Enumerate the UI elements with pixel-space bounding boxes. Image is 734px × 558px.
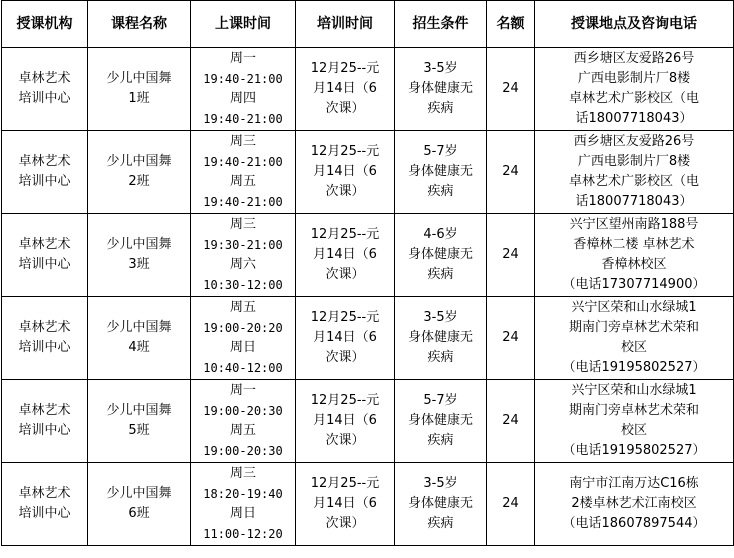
cell-course-line: 3班 xyxy=(128,257,150,272)
cell-org-line: 培训中心 xyxy=(18,257,71,272)
cell-training-period-line: 月14日（6 xyxy=(313,247,377,262)
cell-org-line: 培训中心 xyxy=(18,506,71,521)
cell-course-line: 少儿中国舞 xyxy=(106,71,172,86)
cell-requirement-line: 身体健康无 xyxy=(407,413,473,428)
cell-requirement-line: 疾病 xyxy=(427,350,454,365)
cell-requirement-line: 身体健康无 xyxy=(407,164,473,179)
cell-location-line: 兴宁区荣和山水绿城1 xyxy=(571,300,697,315)
cell-course-line: 少儿中国舞 xyxy=(106,403,172,418)
cell-class-time-line: 周一 xyxy=(229,51,256,66)
cell-location-line: 话18007718043） xyxy=(575,111,693,126)
table-row xyxy=(2,131,734,214)
cell-course-line: 6班 xyxy=(128,506,150,521)
cell-requirement-line: 疾病 xyxy=(427,516,454,531)
cell-location-line: 南宁市江南万达C16栋 xyxy=(569,476,699,491)
cell-class-time-line: 周六 xyxy=(229,257,256,272)
cell-course xyxy=(88,463,191,546)
cell-requirement-line: 3-5岁 xyxy=(423,61,458,76)
cell-training-period-line: 12月25--元 xyxy=(310,227,380,242)
cell-class-time-line: 周四 xyxy=(229,91,256,106)
cell-org-line: 卓林艺术 xyxy=(18,71,71,86)
cell-quota: 24 xyxy=(487,48,535,131)
cell-requirement-line: 疾病 xyxy=(427,267,454,282)
cell-org xyxy=(2,297,88,380)
cell-org-line: 卓林艺术 xyxy=(18,237,71,252)
table-row xyxy=(2,214,734,297)
cell-requirement xyxy=(395,463,487,546)
cell-training-period xyxy=(296,48,395,131)
course-schedule-table xyxy=(1,0,734,546)
cell-training-period-line: 月14日（6 xyxy=(313,81,377,96)
cell-class-time-line: 19:40-21:00 xyxy=(203,72,283,86)
cell-class-time xyxy=(191,48,296,131)
header-quota: 名额 xyxy=(487,1,535,48)
cell-course-line: 少儿中国舞 xyxy=(106,154,172,169)
cell-class-time-line: 10:40-12:00 xyxy=(203,361,283,375)
cell-location xyxy=(535,131,734,214)
cell-requirement xyxy=(395,214,487,297)
cell-org xyxy=(2,463,88,546)
header-org: 授课机构 xyxy=(2,1,88,48)
cell-requirement-line: 5-7岁 xyxy=(423,144,458,159)
header-class-time: 上课时间 xyxy=(191,1,296,48)
cell-course-line: 1班 xyxy=(128,91,150,106)
cell-class-time xyxy=(191,214,296,297)
table-row xyxy=(2,463,734,546)
cell-class-time xyxy=(191,131,296,214)
cell-class-time xyxy=(191,463,296,546)
cell-requirement xyxy=(395,131,487,214)
cell-location-line: 兴宁区荣和山水绿城1 xyxy=(571,383,697,398)
cell-training-period xyxy=(296,297,395,380)
cell-location-line: 西乡塘区友爱路26号 xyxy=(573,51,695,66)
cell-requirement-line: 4-6岁 xyxy=(423,227,458,242)
cell-training-period-line: 月14日（6 xyxy=(313,413,377,428)
cell-course xyxy=(88,297,191,380)
cell-training-period-line: 12月25--元 xyxy=(310,144,380,159)
cell-location-line: 香樟林二楼 卓林艺术 xyxy=(573,237,695,252)
cell-quota: 24 xyxy=(487,297,535,380)
cell-training-period xyxy=(296,131,395,214)
cell-requirement-line: 3-5岁 xyxy=(423,476,458,491)
cell-org-line: 卓林艺术 xyxy=(18,403,71,418)
cell-class-time xyxy=(191,380,296,463)
cell-requirement-line: 身体健康无 xyxy=(407,81,473,96)
cell-location-line: 广西电影制片厂8楼 xyxy=(577,154,691,169)
cell-location-line: 话18007718043） xyxy=(575,194,693,209)
cell-org-line: 卓林艺术 xyxy=(18,320,71,335)
cell-location-line: 期南门旁卓林艺术荣和 xyxy=(568,403,699,418)
cell-course-line: 2班 xyxy=(128,174,150,189)
cell-requirement-line: 身体健康无 xyxy=(407,247,473,262)
header-course: 课程名称 xyxy=(88,1,191,48)
cell-requirement-line: 疾病 xyxy=(427,184,454,199)
cell-training-period-line: 月14日（6 xyxy=(313,330,377,345)
table-body xyxy=(2,48,734,546)
cell-training-period-line: 次课） xyxy=(325,350,365,365)
cell-training-period xyxy=(296,214,395,297)
cell-training-period-line: 次课） xyxy=(325,101,365,116)
cell-class-time-line: 19:40-21:00 xyxy=(203,195,283,209)
cell-location xyxy=(535,214,734,297)
cell-class-time-line: 11:00-12:20 xyxy=(203,527,283,541)
cell-class-time-line: 周三 xyxy=(229,466,256,481)
cell-requirement-line: 5-7岁 xyxy=(423,393,458,408)
cell-location-line: （电话19195802527） xyxy=(562,360,706,375)
cell-requirement-line: 疾病 xyxy=(427,101,454,116)
cell-course-line: 少儿中国舞 xyxy=(106,320,172,335)
cell-training-period-line: 12月25--元 xyxy=(310,476,380,491)
cell-org-line: 培训中心 xyxy=(18,423,71,438)
cell-class-time-line: 周三 xyxy=(229,134,256,149)
cell-location-line: （电话19195802527） xyxy=(562,443,706,458)
cell-org-line: 卓林艺术 xyxy=(18,486,71,501)
cell-class-time-line: 19:40-21:00 xyxy=(203,112,283,126)
cell-class-time-line: 19:00-20:30 xyxy=(203,444,283,458)
cell-class-time xyxy=(191,297,296,380)
cell-class-time-line: 周五 xyxy=(229,300,256,315)
cell-course-line: 少儿中国舞 xyxy=(106,237,172,252)
cell-class-time-line: 周日 xyxy=(229,340,256,355)
cell-location-line: 2楼卓林艺术江南校区 xyxy=(571,496,697,511)
cell-class-time-line: 周五 xyxy=(229,423,256,438)
cell-requirement-line: 身体健康无 xyxy=(407,496,473,511)
cell-location-line: 卓林艺术广影校区（电 xyxy=(568,91,699,106)
cell-course xyxy=(88,48,191,131)
cell-location-line: 西乡塘区友爱路26号 xyxy=(573,134,695,149)
cell-training-period-line: 次课） xyxy=(325,516,365,531)
header-location: 授课地点及咨询电话 xyxy=(535,1,734,48)
cell-org-line: 卓林艺术 xyxy=(18,154,71,169)
cell-class-time-line: 18:20-19:40 xyxy=(203,487,283,501)
cell-location-line: （电话18607897544） xyxy=(562,516,706,531)
cell-quota: 24 xyxy=(487,380,535,463)
cell-location-line: 卓林艺术广影校区（电 xyxy=(568,174,699,189)
cell-course xyxy=(88,131,191,214)
cell-class-time-line: 周一 xyxy=(229,383,256,398)
cell-course-line: 5班 xyxy=(128,423,150,438)
cell-training-period-line: 次课） xyxy=(325,267,365,282)
cell-training-period xyxy=(296,380,395,463)
cell-location xyxy=(535,297,734,380)
cell-requirement-line: 3-5岁 xyxy=(423,310,458,325)
header-requirement: 招生条件 xyxy=(395,1,487,48)
cell-org xyxy=(2,214,88,297)
cell-org-line: 培训中心 xyxy=(18,91,71,106)
cell-location-line: 兴宁区望州南路188号 xyxy=(569,217,699,232)
cell-location xyxy=(535,463,734,546)
cell-training-period-line: 月14日（6 xyxy=(313,164,377,179)
cell-requirement-line: 身体健康无 xyxy=(407,330,473,345)
cell-training-period-line: 12月25--元 xyxy=(310,393,380,408)
cell-class-time-line: 10:30-12:00 xyxy=(203,278,283,292)
cell-location-line: 校区 xyxy=(620,423,647,438)
cell-course xyxy=(88,380,191,463)
cell-training-period-line: 次课） xyxy=(325,433,365,448)
cell-training-period-line: 12月25--元 xyxy=(310,310,380,325)
cell-org xyxy=(2,131,88,214)
table-row xyxy=(2,48,734,131)
cell-course-line: 4班 xyxy=(128,340,150,355)
cell-org-line: 培训中心 xyxy=(18,174,71,189)
cell-class-time-line: 周五 xyxy=(229,174,256,189)
header-training-period: 培训时间 xyxy=(296,1,395,48)
cell-org-line: 培训中心 xyxy=(18,340,71,355)
table-row xyxy=(2,297,734,380)
cell-org xyxy=(2,380,88,463)
cell-class-time-line: 19:00-20:30 xyxy=(203,404,283,418)
cell-class-time-line: 19:30-21:00 xyxy=(203,238,283,252)
cell-requirement xyxy=(395,297,487,380)
cell-requirement xyxy=(395,48,487,131)
cell-location xyxy=(535,380,734,463)
cell-training-period-line: 次课） xyxy=(325,184,365,199)
table-row xyxy=(2,380,734,463)
cell-training-period-line: 月14日（6 xyxy=(313,496,377,511)
cell-requirement-line: 疾病 xyxy=(427,433,454,448)
table-header-row xyxy=(2,1,734,48)
cell-quota: 24 xyxy=(487,463,535,546)
cell-course-line: 少儿中国舞 xyxy=(106,486,172,501)
cell-class-time-line: 19:40-21:00 xyxy=(203,155,283,169)
cell-class-time-line: 周日 xyxy=(229,506,256,521)
cell-location-line: 广西电影制片厂8楼 xyxy=(577,71,691,86)
cell-training-period-line: 12月25--元 xyxy=(310,61,380,76)
cell-requirement xyxy=(395,380,487,463)
cell-course xyxy=(88,214,191,297)
cell-quota: 24 xyxy=(487,131,535,214)
cell-org xyxy=(2,48,88,131)
cell-location-line: （电话17307714900） xyxy=(562,277,706,292)
cell-class-time-line: 周三 xyxy=(229,217,256,232)
cell-training-period xyxy=(296,463,395,546)
cell-class-time-line: 19:00-20:20 xyxy=(203,321,283,335)
cell-location-line: 期南门旁卓林艺术荣和 xyxy=(568,320,699,335)
cell-location-line: 校区 xyxy=(620,340,647,355)
cell-location xyxy=(535,48,734,131)
cell-quota: 24 xyxy=(487,214,535,297)
cell-location-line: 香樟林校区 xyxy=(601,257,667,272)
